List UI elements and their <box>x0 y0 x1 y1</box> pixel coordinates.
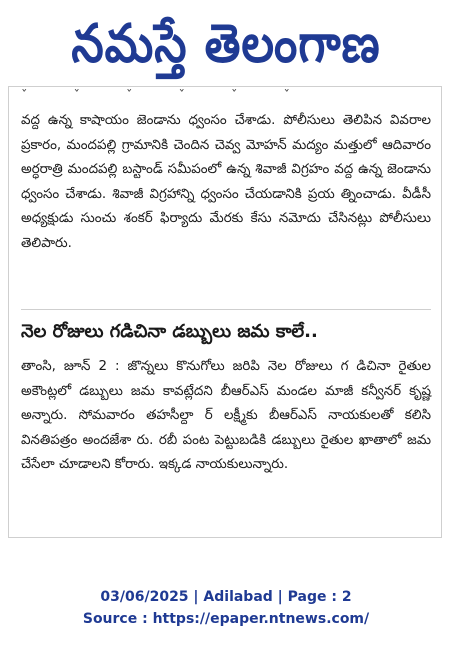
article-headline: నెల రోజులు గడిచినా డబ్బులు జమ కాలే.. <box>21 321 318 342</box>
cropped-glyph: ˇ <box>178 89 185 103</box>
cropped-glyph: ˇ <box>231 89 238 103</box>
source-link[interactable]: Source : https://epaper.ntnews.com/ <box>82 611 370 627</box>
cropped-glyph: ˇ <box>73 89 80 103</box>
article-text: జొన్నలు కొనుగోలు జరిపి నెల రోజులు గ డిచినా రైతుల అకౌంట్లలో డబ్బులు జమ కావట్లేదని బీఆర్ఎస్ మండల మాజీ కన్వీనర్ కృష్ణ అన్నారు. సోమవారం తహసీల్దా ర్ లక్ష్మీకు బీఆర్ఎస్ నాయకులతో కలిసి వినతిపత్రం అందజేశా రు. రబీ పంట పెట్టుబడికి డబ్బులు రైతుల ఖాతాలో జమ చేసేలా చూడాలని కోరారు. ఇక్కడ నాయకులున్నారు. <box>21 359 432 473</box>
article-paragraph <box>21 355 431 478</box>
previous-story-paragraph: వద్ద ఉన్న కాషాయం జెండాను ధ్వంసం చేశాడు. పోలీసులు తెలిపిన వివరాల ప్రకారం, మందపల్లి గ్రామానికి చెందిన చెవ్వ మోహన్ మద్యం మత్తులో ఆదివారం అర్ధరాత్రి మందపల్లి బస్టాండ్ సమీపంలో ఉన్న శివాజీ విగ్రహం వద్ద ఉన్న జెండాను ధ్వంసం చేశాడు. శివాజీ విగ్రహాన్ని ధ్వంసం చేయడానికి ప్రయ త్నించాడు. వీడీసీ అధ్యక్షుడు సుంచు శంకర్ ఫిర్యాదు మేరకు కేసు నమోదు చేసినట్లు పోలీసులు తెలిపారు. <box>21 113 431 251</box>
article-body <box>21 355 431 478</box>
news-clipping <box>8 86 442 538</box>
cropped-glyph: ˇ <box>21 89 28 103</box>
previous-story-text <box>21 109 431 257</box>
cropped-glyph: ˇ <box>283 89 290 103</box>
story-divider <box>21 309 431 310</box>
clip-footer <box>0 586 452 630</box>
edition-info: 03/06/2025 | Adilabad | Page : 2 <box>100 589 352 605</box>
cropped-glyph: ˇ <box>126 89 133 103</box>
masthead-title: నమస్తే తెలంగాణ <box>71 11 381 75</box>
article-dateline: తాంసి, జూన్ 2 : <box>21 359 120 374</box>
cropped-text-fragment <box>21 89 429 103</box>
masthead <box>0 8 452 78</box>
